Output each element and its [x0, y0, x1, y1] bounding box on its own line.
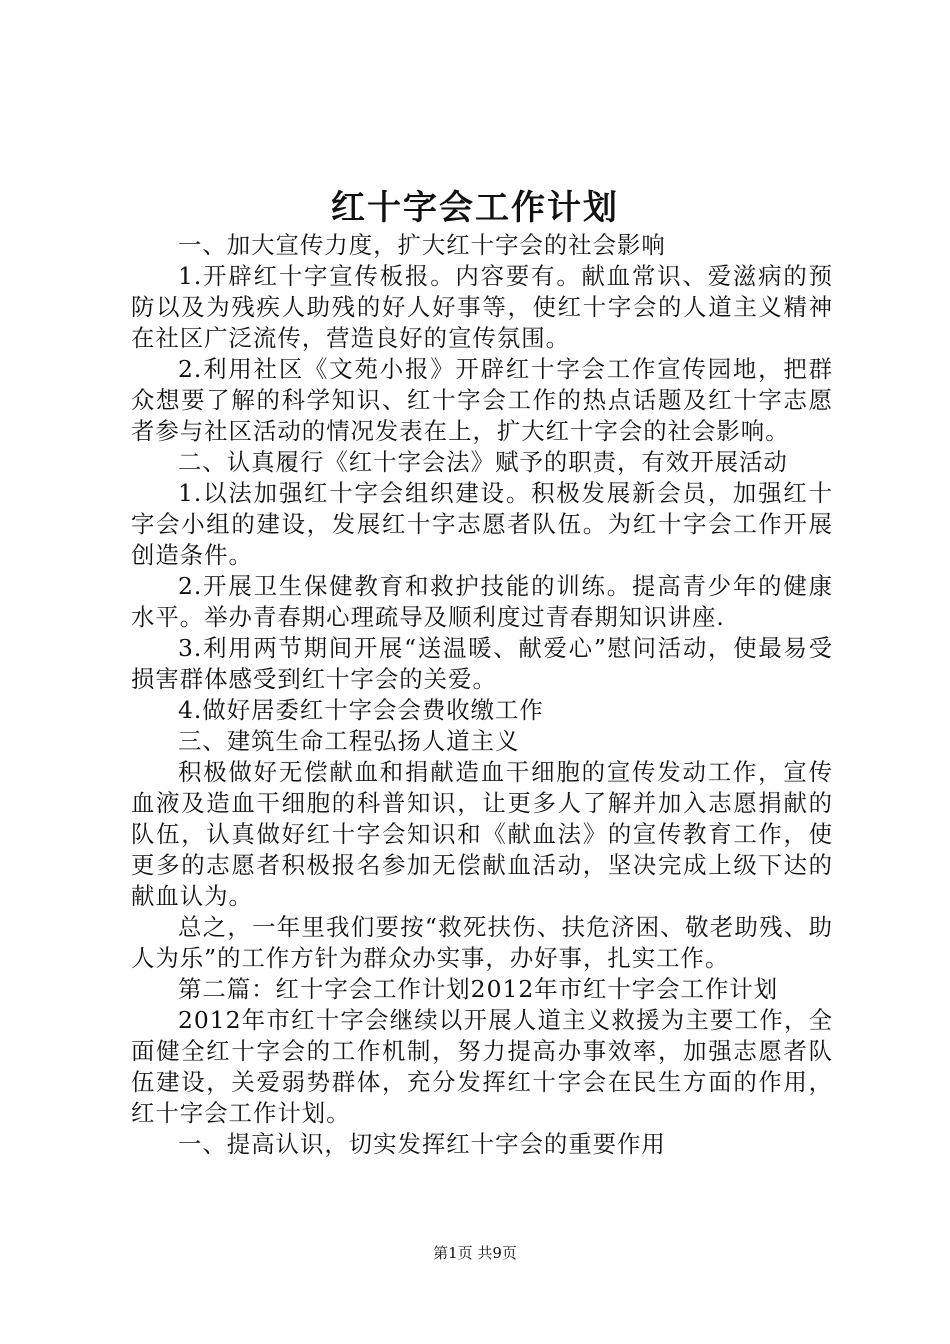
paragraph: 第二篇：红十字会工作计划2012年市红十字会工作计划: [178, 975, 779, 1003]
section-heading: 一、加大宣传力度，扩大红十字会的社会影响: [178, 231, 666, 259]
paragraph: 1.以法加强红十字会组织建设。积极发展新会员，加强红十字会小组的建设，发展红十字志愿者队伍。为红十字会工作开展创造条件。: [131, 479, 833, 569]
paragraph: 积极做好无偿献血和捐献造血干细胞的宣传发动工作，宣传血液及造血干细胞的科普知识，让更多人了解并加入志愿捐献的队伍，认真做好红十字会知识和《献血法》的宣传教育工作，使更多的志愿者积极报名参加无偿献血活动，坚决完成上级下达的献血认为。: [131, 758, 833, 910]
section-heading: 一、提高认识，切实发挥红十字会的重要作用: [178, 1130, 666, 1158]
paragraph: 2012年市红十字会继续以开展人道主义救援为主要工作，全面健全红十字会的工作机制，努力提高办事效率，加强志愿者队伍建设，关爱弱势群体，充分发挥红十字会在民生方面的作用，红十字会工作计划。: [131, 1006, 833, 1127]
section-heading: 二、认真履行《红十字会法》赋予的职责，有效开展活动: [178, 448, 788, 476]
paragraph: 1.开辟红十字宣传板报。内容要有。献血常识、爱滋病的预防以及为残疾人助残的好人好事等，使红十字会的人道主义精神在社区广泛流传，营造良好的宣传氛围。: [131, 262, 833, 352]
paragraph: 3.利用两节期间开展“送温暖、献爱心”慰问活动，使最易受损害群体感受到红十字会的关爱。: [131, 634, 833, 693]
document-title: 红十字会工作计划: [331, 188, 619, 228]
document-body: [131, 230, 833, 1160]
paragraph: 2.开展卫生保健教育和救护技能的训练。提高青少年的健康水平。举办青春期心理疏导及顺利度过青春期知识讲座.: [131, 572, 833, 631]
paragraph: 2.利用社区《文苑小报》开辟红十字会工作宣传园地，把群众想要了解的科学知识、红十字会工作的热点话题及红十字志愿者参与社区活动的情况发表在上，扩大红十字会的社会影响。: [131, 355, 833, 445]
paragraph: 总之，一年里我们要按“救死扶伤、扶危济困、敬老助残、助人为乐”的工作方针为群众办实事，办好事，扎实工作。: [131, 913, 833, 972]
section-heading: 三、建筑生命工程弘扬人道主义: [178, 727, 520, 755]
page-number-footer: 第1页 共9页: [433, 1244, 517, 1262]
paragraph: 4.做好居委红十字会会费收缴工作: [178, 696, 544, 724]
